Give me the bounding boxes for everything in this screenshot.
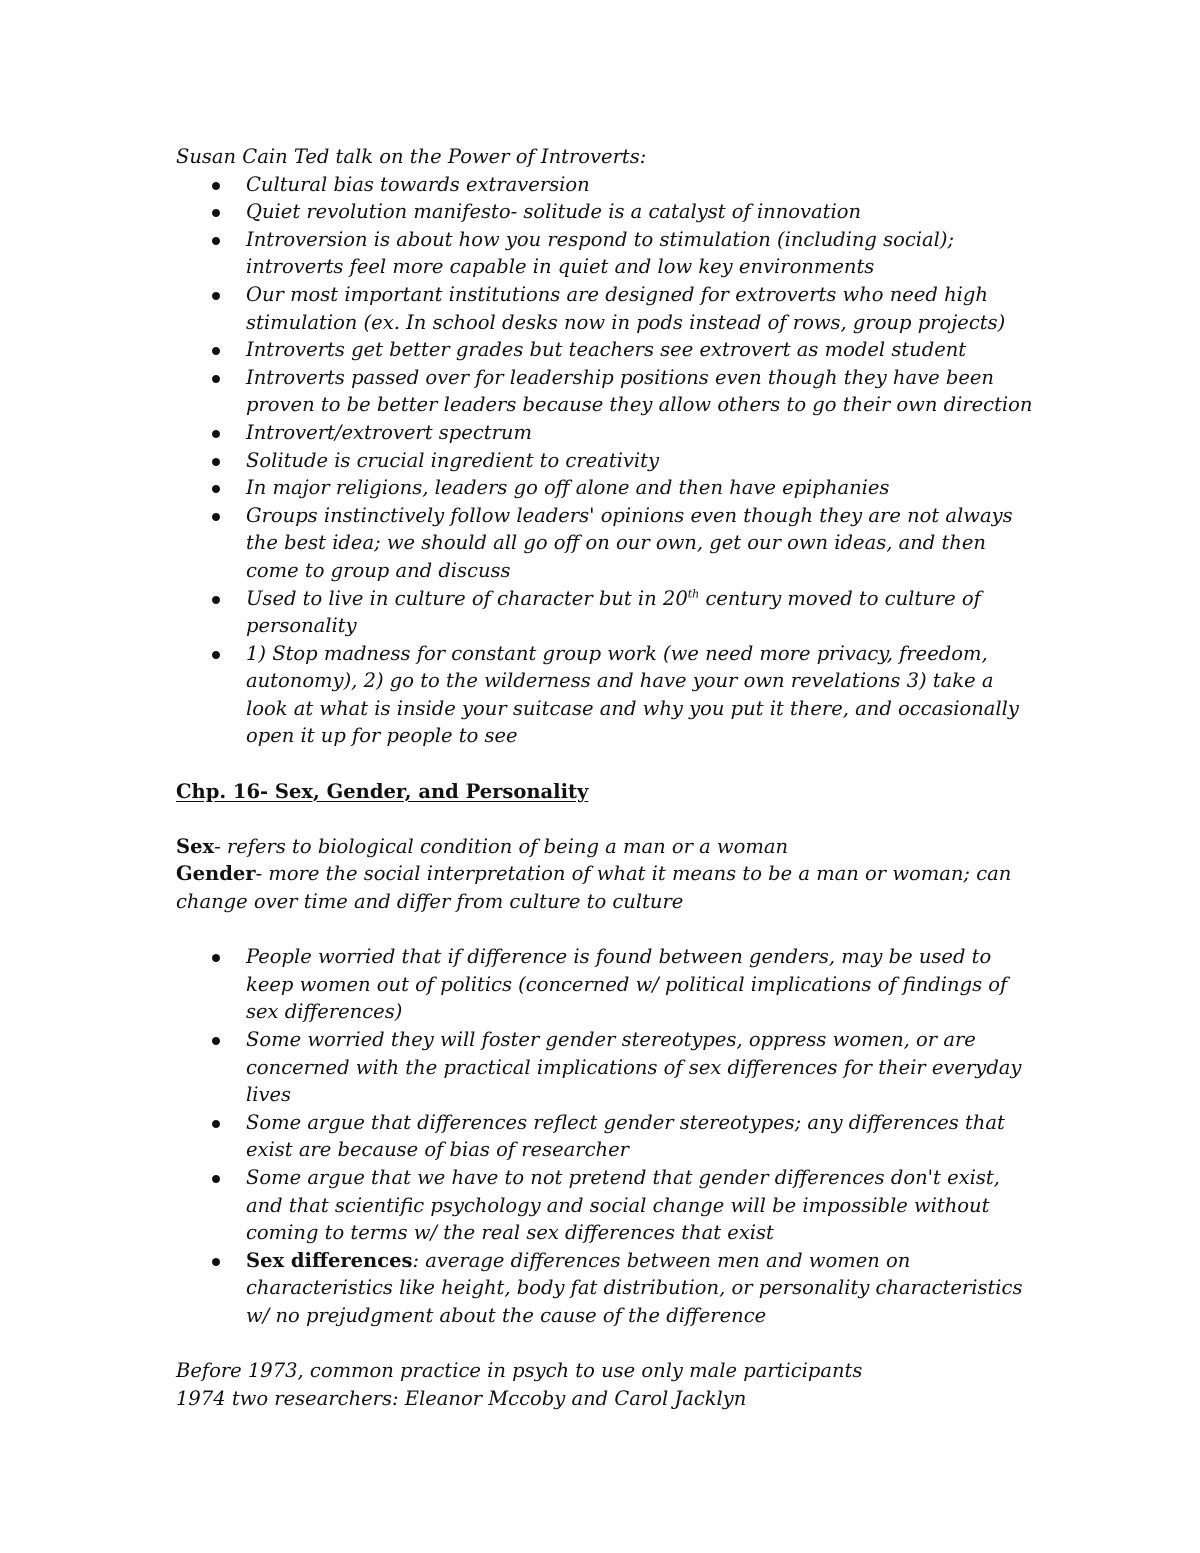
sex-def-text: - refers to biological condition of being a man or a woman xyxy=(214,834,789,858)
list-item: 1) Stop madness for constant group work (we need more privacy, freedom, autonomy), 2) go to the wilderness and have your own revelations 3) take a look at what is inside your suitcase and why you put it there, and occasionally open it up for people to see xyxy=(176,640,1036,750)
list-item: People worried that if difference is found between genders, may be used to keep women out of politics (concerned w/ political implications of findings of sex differences) xyxy=(176,943,1036,1026)
list-item: Introverts passed over for leadership positions even though they have been proven to be better leaders because they allow others to go their own direction xyxy=(176,364,1036,419)
spacer xyxy=(176,916,1036,944)
list-item: Introverts get better grades but teachers see extrovert as model student xyxy=(176,336,1036,364)
century-text-before: Used to live in culture of character but in 20 xyxy=(246,586,688,610)
gender-term: Gender xyxy=(176,862,256,886)
sex-definition xyxy=(176,833,1036,861)
list-item: Our most important institutions are designed for extroverts who need high stimulation (ex. In school desks now in pods instead of rows, group projects) xyxy=(176,281,1036,336)
spacer xyxy=(176,805,1036,833)
spacer xyxy=(176,750,1036,778)
gender-def-text: - more the social interpretation of what it means to be a man or woman; can change over time and differ from culture to culture xyxy=(176,862,1012,914)
list-item: Introvert/extrovert spectrum xyxy=(176,419,1036,447)
spacer xyxy=(176,1330,1036,1358)
list-item: In major religions, leaders go off alone and then have epiphanies xyxy=(176,474,1036,502)
list-item: Some argue that we have to not pretend that gender differences don't exist, and that scientific psychology and social change will be impossible without coming to terms w/ the real sex differences that exist xyxy=(176,1164,1036,1247)
gender-definition xyxy=(176,860,1036,915)
chapter-heading: Chp. 16- Sex, Gender, and Personality xyxy=(176,779,589,803)
chapter-bullet-list xyxy=(176,943,1036,1329)
ted-talk-bullet-list xyxy=(176,171,1036,750)
list-item: Groups instinctively follow leaders' opinions even though they are not always the best idea; we should all go off on our own, get our own ideas, and then come to group and discuss xyxy=(176,502,1036,585)
history-line-1974: 1974 two researchers: Eleanor Mccoby and Carol Jacklyn xyxy=(176,1386,747,1410)
document-page xyxy=(176,143,1036,1412)
list-item xyxy=(176,1247,1036,1330)
history-line-1973: Before 1973, common practice in psych to use only male participants xyxy=(176,1359,863,1383)
list-item: Solitude is crucial ingredient to creativity xyxy=(176,447,1036,475)
superscript-th: th xyxy=(687,587,700,600)
list-item: Introversion is about how you respond to stimulation (including social); introverts feel more capable in quiet and low key environments xyxy=(176,226,1036,281)
list-item: Quiet revolution manifesto- solitude is a catalyst of innovation xyxy=(176,198,1036,226)
ted-talk-intro: Susan Cain Ted talk on the Power of Introverts: xyxy=(176,145,647,168)
sex-differences-def: : average differences between men and women on characteristics like height, body fat distribution, or personality characteristics w/ no prejudgment about the cause of the difference xyxy=(246,1248,1023,1327)
list-item: Cultural bias towards extraversion xyxy=(176,171,1036,199)
sex-term: Sex xyxy=(176,834,215,858)
list-item: Some worried they will foster gender stereotypes, oppress women, or are concerned with the practical implications of sex differences for their everyday lives xyxy=(176,1026,1036,1109)
list-item: Some argue that differences reflect gender stereotypes; any differences that exist are because of bias of researcher xyxy=(176,1109,1036,1164)
sex-differences-term: Sex differences xyxy=(246,1248,413,1272)
century-text-after: century moved to culture of personality xyxy=(246,586,981,638)
list-item xyxy=(176,585,1036,640)
